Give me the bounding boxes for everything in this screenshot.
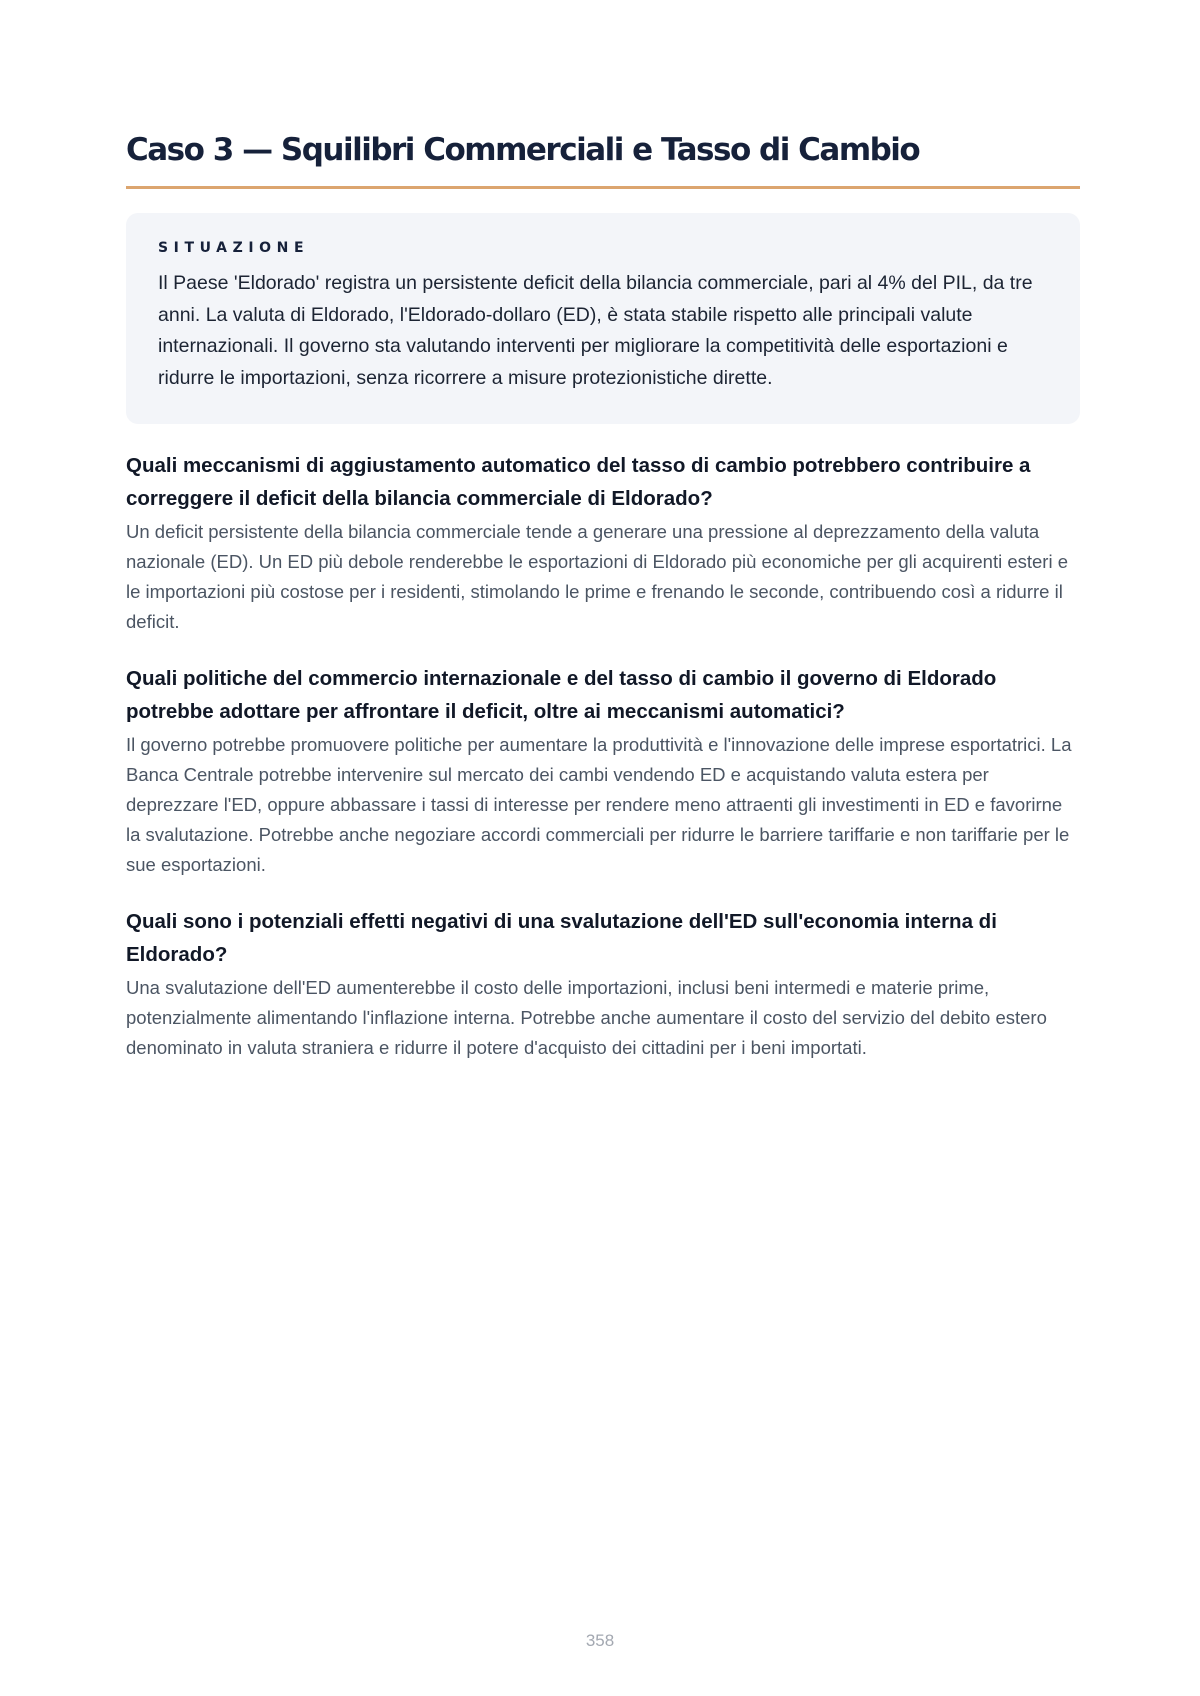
page-number: 358 (585, 1631, 615, 1650)
page-title: Caso 3 — Squilibri Commerciali e Tasso di Cambio (126, 132, 920, 168)
qa-item-2 (126, 662, 1080, 880)
question-2: Quali politiche del commercio internazionale e del tasso di cambio il governo di Eldorado potrebbe adottare per affrontare il deficit, oltre ai meccanismi automatici? (126, 667, 997, 723)
qa-item-1 (126, 449, 1080, 637)
document-page (126, 118, 1080, 1063)
situation-text: Il Paese 'Eldorado' registra un persistente deficit della bilancia commerciale, pari al 4% del PIL, da tre anni. La valuta di Eldorado, l'Eldorado-dollaro (ED), è stata stabile rispetto alle principali valute internazionali. Il governo sta valutando interventi per migliorare la competitività delle esportazioni e ridurre le importazioni, senza ricorrere a misure protezionistiche dirette. (158, 272, 1033, 389)
situation-box (126, 213, 1080, 424)
title-divider (126, 186, 1080, 189)
situation-label: SITUAZIONE (158, 240, 310, 256)
answer-3: Una svalutazione dell'ED aumenterebbe il costo delle importazioni, inclusi beni intermedi e materie prime, potenzialmente alimentando l'inflazione interna. Potrebbe anche aumentare il costo del servizio del debito estero denominato in valuta straniera e ridurre il potere d'acquisto dei cittadini per i beni importati. (126, 977, 1047, 1058)
answer-2: Il governo potrebbe promuovere politiche per aumentare la produttività e l'innovazione delle imprese esportatrici. La Banca Centrale potrebbe intervenire sul mercato dei cambi vendendo ED e acquistando valuta estera per deprezzare l'ED, oppure abbassare i tassi di interesse per rendere meno attraenti gli investimenti in ED e favorirne la svalutazione. Potrebbe anche negoziare accordi commerciali per ridurre le barriere tariffarie e non tariffarie per le sue esportazioni. (126, 734, 1072, 875)
qa-item-3 (126, 905, 1080, 1063)
question-3: Quali sono i potenziali effetti negativi di una svalutazione dell'ED sull'economia interna di Eldorado? (126, 910, 997, 966)
answer-1: Un deficit persistente della bilancia commerciale tende a generare una pressione al deprezzamento della valuta nazionale (ED). Un ED più debole renderebbe le esportazioni di Eldorado più economiche per gli acquirenti esteri e le importazioni più costose per i residenti, stimolando le prime e frenando le seconde, contribuendo così a ridurre il deficit. (126, 521, 1069, 632)
question-1: Quali meccanismi di aggiustamento automatico del tasso di cambio potrebbero contribuire a correggere il deficit della bilancia commerciale di Eldorado? (126, 454, 1031, 510)
